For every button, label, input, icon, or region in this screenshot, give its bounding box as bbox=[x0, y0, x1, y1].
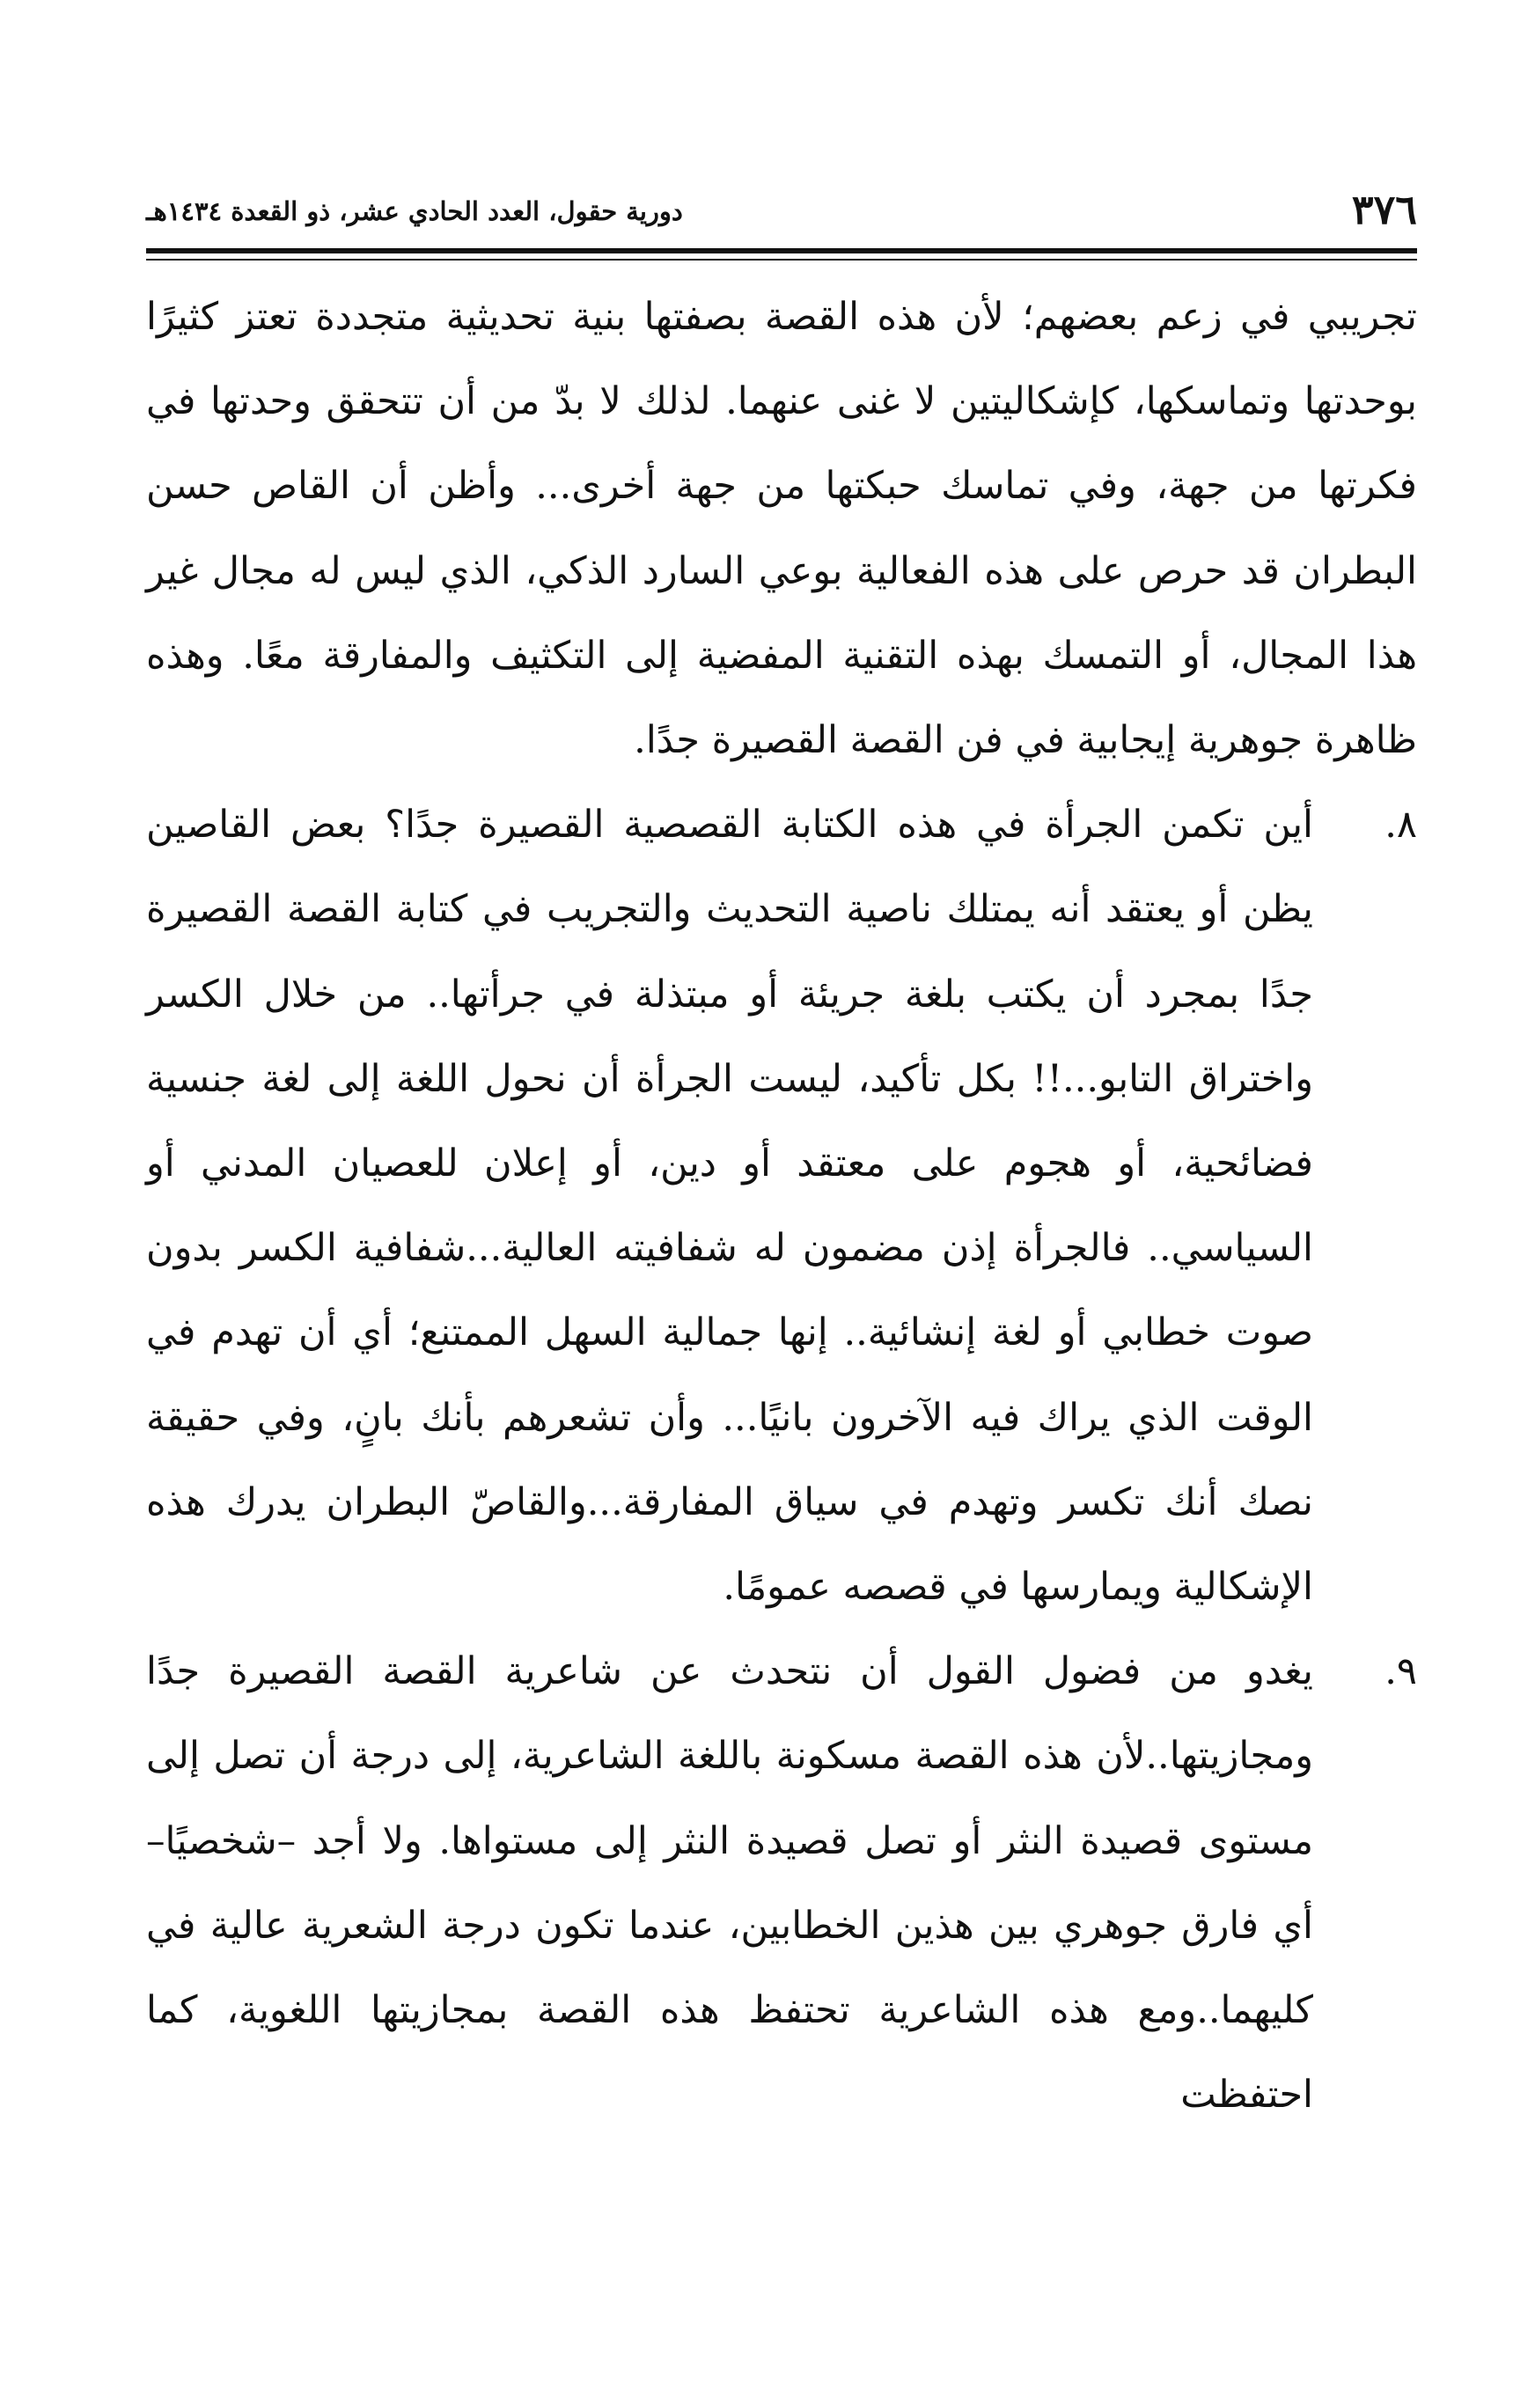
header-rule-thin bbox=[146, 259, 1417, 261]
item-number: ٩. bbox=[1384, 1649, 1417, 1694]
page-number: ٣٧٦ bbox=[1351, 186, 1417, 233]
page-header bbox=[146, 183, 1417, 245]
item-text: أين تكمن الجرأة في هذه الكتابة القصصية القصيرة جدًا؟ بعض القاصين يظن أو يعتقد أنه يمتلك ناصية التحديث والتجريب في كتابة القصة القصيرة جدًا بمجرد أن يكتب بلغة جريئة أو مبتذلة في جرأتها.. من خلال الكسر واختراق التابو...!! بكل تأكيد، ليست الجرأة أن نحول اللغة إلى لغة جنسية فضائحية، أو هجوم على معتقد أو دين، أو إعلان للعصيان المدني أو السياسي.. فالجرأة إذن مضمون له شفافيته العالية...شفافية الكسر بدون صوت خطابي أو لغة إنشائية.. إنها جمالية السهل الممتنع؛ أي أن تهدم في الوقت الذي يراك فيه الآخرون بانيًا... وأن تشعرهم بأنك بانٍ، وفي حقيقة نصك أنك تكسر وتهدم في سياق المفارقة...والقاصّ البطران يدرك هذه الإشكالية ويمارسها في قصصه عمومًا. bbox=[146, 803, 1313, 1610]
journal-running-title: دورية حقول، العدد الحادي عشر، ذو القعدة ١٤٣٤هـ bbox=[146, 196, 683, 226]
item-number: ٨. bbox=[1384, 803, 1417, 848]
list-item-8 bbox=[146, 782, 1417, 1629]
item-text: يغدو من فضول القول أن نتحدث عن شاعرية القصة القصيرة جدًا ومجازيتها..لأن هذه القصة مسكونة باللغة الشاعرية، إلى درجة أن تصل إلى مستوى قصيدة النثر أو تصل قصيدة النثر إلى مستواها. ولا أجد –شخصيًا– أي فارق جوهري بين هذين الخطابين، عندما تكون درجة الشعرية عالية في كليهما..ومع هذه الشاعرية تحتفظ هذه القصة بمجازيتها اللغوية، كما احتفظت bbox=[146, 1649, 1313, 2118]
intro-paragraph: تجريبي في زعم بعضهم؛ لأن هذه القصة بصفتها بنية تحديثية متجددة تعتز كثيرًا بوحدتها وتماسكها، كإشكاليتين لا غنى عنهما. لذلك لا بدّ من أن تتحقق وحدتها في فكرتها من جهة، وفي تماسك حبكتها من جهة أخرى... وأظن أن القاص حسن البطران قد حرص على هذه الفعالية بوعي السارد الذكي، الذي ليس له مجال غير هذا المجال، أو التمسك بهذه التقنية المفضية إلى التكثيف والمفارقة معًا. وهذه ظاهرة جوهرية إيجابية في فن القصة القصيرة جدًا. bbox=[146, 295, 1417, 763]
header-rule-thick bbox=[146, 248, 1417, 253]
list-item-9 bbox=[146, 1629, 1417, 2137]
article-body bbox=[146, 275, 1417, 2137]
